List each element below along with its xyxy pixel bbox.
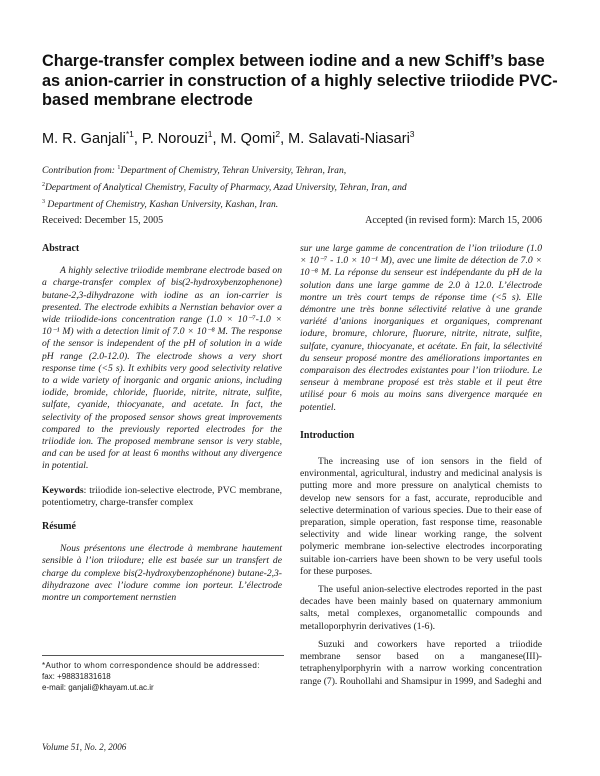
affiliation-line [42,195,562,212]
received-date: Received: December 15, 2005 [42,215,164,226]
abstract-heading: Abstract [42,243,80,254]
introduction-paragraph: Suzuki and coworkers have reported a triiodide membrane sensor based on a manganese(III)-tetraphenylporphyrin with a narrow working concentration range (7). Rouhollahi and Shamsipur in 1999, and Sadeghi and [300,638,542,687]
author-name: P. Norouzi [141,130,208,147]
affiliation-mark: 3 [42,199,45,206]
affiliations [42,161,562,213]
author-affiliation-mark: 2 [275,129,281,139]
affiliation-line [42,178,562,195]
introduction-heading: Introduction [300,429,355,441]
email-address: e-mail: ganjali@khayam.ut.ac.ir [42,683,154,692]
author-affiliation-mark: 1 [207,129,213,139]
left-column [42,243,282,604]
author-affiliation-mark: *1 [125,129,134,139]
article-title: Charge-transfer complex between iodine and a new Schiff’s base as anion-carrier in construction of a highly selective triiodide PVC-based membrane electrode [42,52,558,109]
author-name: M. Qomi [220,130,276,147]
author-name: M. Salavati-Niasari [288,130,410,147]
affiliation-mark: 2 [42,182,45,189]
keywords-label: Keywords [42,484,84,496]
affiliation-mark: 1 [117,165,121,171]
introduction-paragraph: The useful anion-selective electrodes reported in the past decades have been mainly based on quaternary ammonium salts, metal complexes, organometallic compounds and metalloporphyrin derivatives (1-6). [300,584,542,632]
author-affiliation-mark: 3 [409,129,415,139]
keywords-text: : triiodide ion-selective electrode, PVC membrane, potentiometry, charge-transfer complex [42,484,282,508]
resume-text: Nous présentons une électrode à membrane hautement sensible à l’ion triiodure; elle est basée sur un transfert de charge du complexe bis(2-hydroxybenzophénone) butane-2,3-dihydrazone avec l’iodure comme ion porteur. L’électrode montre un comportement nernstien [42,543,282,604]
affiliation-text: Department of Chemistry, Tehran University, Tehran, Iran, [120,165,347,177]
footnote-divider [42,655,284,656]
correspondence-footnote [42,660,284,693]
author-name: M. R. Ganjali [42,130,126,147]
correspondence-note: *Author to whom correspondence should be addressed: [42,661,260,670]
fax-number: fax: +98831831618 [42,672,111,681]
affiliation-text: Department of Analytical Chemistry, Faculty of Pharmacy, Azad University, Tehran, Iran, and [45,182,407,194]
resume-heading: Résumé [42,521,76,533]
affiliation-text: Department of Chemistry, Kashan University, Kashan, Iran. [47,199,279,211]
abstract-text: A highly selective triiodide membrane electrode based on a charge-transfer complex of bis(2-hydroxybenzophenone) butane-2,3-dihydrazone with iodine as an ion-carrier is presented. The electrode exhibits a Nernstian behavior over a wide triiodide-ions concentration range (1.0 × 10⁻⁷-1.0 × 10⁻¹ M) with a detection limit of 7.0 × 10⁻⁸ M. The response of the sensor is independent of the pH of solution in a wide pH range (2.0-12.0). The electrode shows a very short response time (<5 s). It exhibits very good selectivity relative to a wide variety of inorganic and organic anions, including iodide, bromide, chloride, fluoride, nitrite, nitrate, sulfite, sulfate, cyanide, thiocyanate, and acetate. In fact, the selectivity of the proposed sensor shows great improvements compared to the previously reported electrodes for the triiodide ion. The proposed membrane sensor is very stable, and can be used for at least 6 months without any divergence in potential. [42,265,282,472]
contribution-prefix: Contribution from: [42,165,115,177]
keywords [42,485,282,509]
volume-info: Volume 51, No. 2, 2006 [42,742,127,752]
right-column [300,243,542,688]
affiliation-line [42,161,562,178]
resume-text-continued: sur une large gamme de concentration de l’ion triiodure (1.0 × 10⁻⁷ - 1.0 × 10⁻¹ M), avec une limite de détection de 7.0 × 10⁻⁸ M. La réponse du senseur est indépendante du pH de la solution dans une large gamme de 2.0 à 12.0. L’électrode montre un très court temps de réponse time (<5 s). Elle démontre une très bonne sélectivité relative à une grande variété d’anions inorganiques et organiques, comprenant iodure, bromure, chlorure, fluorure, nitrite, nitrate, sulfite, sulfate, cyanure, thiocyanate, et acétate. En fait, la sélectivité du senseur proposé montre des améliorations importantes en comparaison des électrodes existantes pour l’ion triiodure. Le senseur à membrane proposé est très stable et il peut être utilisé pour 6 mois au moins sans divergence marquée en potentiel. [300,243,542,413]
accepted-date: Accepted (in revised form): March 15, 2006 [365,215,542,226]
author-list: M. R. Ganjali$^{*1}$, P. Norouzi$^1$, M. Qomi$^2$, M. Salavati-Niasari$^3$ [42,129,415,147]
introduction-paragraph: The increasing use of ion sensors in the field of environmental, agricultural, industry and medicinal analysis is putting more and more pressure on analytical chemists to develop new sensors for a fast, accurate, reproducible and selective determination of various species. Due to their ease of preparation, simple operation, fast response time, reasonable selectivity and wide linear working range, the solvent polymeric membrane ion-selective electrodes incorporating suitable ion-carriers have been shown to be very useful tools for these purposes. [300,456,542,577]
